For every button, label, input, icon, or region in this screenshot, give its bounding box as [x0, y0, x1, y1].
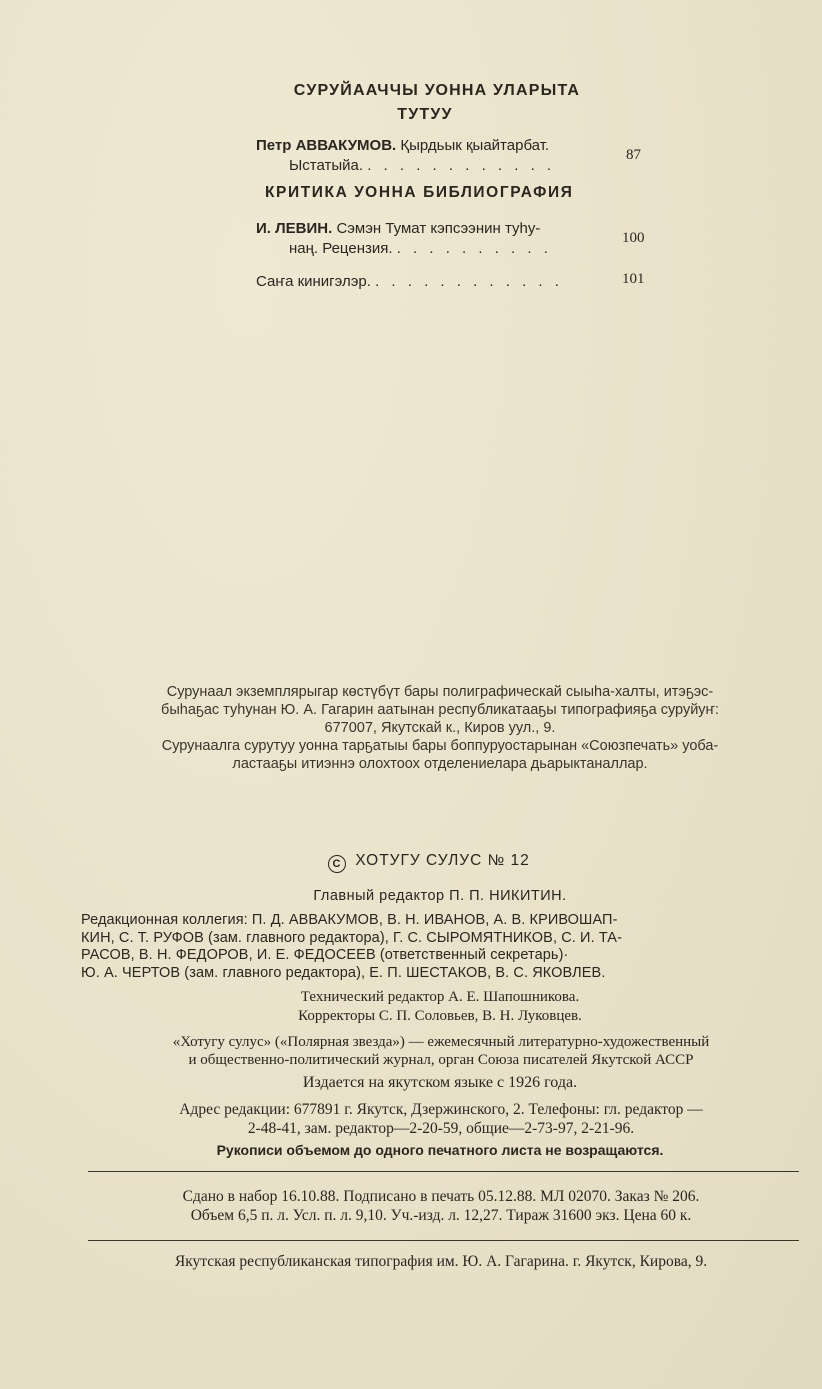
section-title-line1: СУРУЙААЧЧЫ УОННА УЛАРЫТА: [293, 82, 581, 99]
notice-line: 677007, Якутскай к., Киров уул., 9.: [324, 720, 556, 736]
chief-editor: Главный редактор П. П. НИКИТИН.: [313, 888, 567, 904]
toc-page-number: 87: [626, 147, 641, 163]
toc-entry-2: [256, 219, 626, 259]
toc-entry-author: И. ЛЕВИН.: [256, 220, 333, 237]
toc-leader-dots: . . . . . . . . . .: [396, 240, 552, 257]
description-line: и общественно-политический журнал, орган Союза писателей Якутской АССР: [188, 1052, 694, 1068]
toc-page-number: 101: [622, 271, 645, 287]
address-line: Адрес редакции: 677891 г. Якутск, Дзержинского, 2. Телефоны: гл. редактор —: [179, 1101, 703, 1118]
print-info: [80, 1187, 802, 1225]
toc-entry-title: Қырдьык қыайтарбат.: [400, 137, 550, 154]
board-line: Ю. А. ЧЕРТОВ (зам. главного редактора), Е. П. ШЕСТАКОВ, В. С. ЯКОВЛЕВ.: [81, 964, 606, 981]
notice-block: [60, 683, 820, 773]
toc-page-number: 100: [622, 230, 645, 246]
print-info-line: Сдано в набор 16.10.88. Подписано в печать 05.12.88. МЛ 02070. Заказ № 206.: [182, 1188, 700, 1205]
notice-line: Сурунаалга сурутуу уонна тарҕатыы бары боппуруостарынан «Союзпечать» уоба-: [161, 738, 719, 754]
toc-entry-1: [256, 136, 621, 176]
toc-leader-dots: . . . . . . . . . . . .: [367, 157, 556, 174]
notice-line: ластааҕы итиэннэ олохтоох отделениелара дьарыктаналлар.: [232, 756, 648, 772]
tech-editor: Технический редактор А. Е. Шапошникова.: [300, 989, 580, 1005]
description-line: «Хотугу сулус» («Полярная звезда») — ежемесячный литературно-художественный: [172, 1034, 710, 1050]
notice-line: быһаҕас туһунан Ю. А. Гагарин аатынан республикатааҕы типографияҕа суруйуҥ:: [161, 702, 719, 718]
toc-entry-author: Петр АВВАКУМОВ.: [256, 137, 397, 154]
printer-info: Якутская республиканская типография им. Ю. А. Гагарина. г. Якутск, Кирова, 9.: [174, 1253, 708, 1270]
address-line: 2-48-41, зам. редактор—2-20-59, общие—2-73-97, 2-21-96.: [247, 1120, 635, 1137]
section-title-line2: ТУТУУ: [397, 106, 453, 123]
section-title: КРИТИКА УОННА БИБЛИОГРАФИЯ: [265, 184, 574, 201]
toc-entry-title-cont: Ыстатыйа.: [289, 157, 364, 174]
toc-entry-3: [256, 273, 563, 290]
correctors: Корректоры С. П. Соловьев, В. Н. Луковцев.: [298, 1008, 582, 1024]
journal-title-text: ХОТУГУ СУЛУС № 12: [355, 852, 530, 869]
print-info-line: Объем 6,5 п. л. Усл. п. л. 9,10. Уч.-изд. л. 12,27. Тираж 31600 экз. Цена 60 к.: [190, 1207, 692, 1224]
copyright-icon: C: [328, 855, 346, 873]
manuscripts-note: Рукописи объемом до одного печатного листа не возращаются.: [216, 1142, 664, 1158]
board-line: РАСОВ, В. Н. ФЕДОРОВ, И. Е. ФЕДОСЕЕВ (ответственный секретарь)·: [81, 947, 569, 963]
toc-leader-dots: . . . . . . . . . . . .: [375, 273, 563, 290]
divider: [88, 1240, 799, 1241]
board-line: Редакционная коллегия: П. Д. АВВАКУМОВ, В. Н. ИВАНОВ, А. В. КРИВОШАП-: [81, 912, 618, 928]
journal-title: [328, 852, 530, 873]
toc-entry-title-cont: наң. Рецензия.: [289, 240, 393, 257]
divider: [88, 1171, 799, 1172]
editorial-address: [80, 1100, 802, 1138]
board-line: КИН, С. Т. РУФОВ (зам. главного редактора), Г. С. СЫРОМЯТНИКОВ, С. И. ТА-: [81, 929, 622, 946]
notice-line: Сурунаал экземплярыгар көстүбүт бары полиграфическай сыыһа-халты, итэҕэс-: [166, 684, 714, 700]
published-since: Издается на якутском языке с 1926 года.: [302, 1074, 578, 1091]
journal-description: [80, 1033, 802, 1069]
toc-entry-title: Сэмэн Тумат кэпсээнин туһу-: [336, 220, 541, 237]
editorial-board: [81, 912, 801, 982]
toc-entry-title: Саҥа кинигэлэр.: [256, 273, 371, 290]
